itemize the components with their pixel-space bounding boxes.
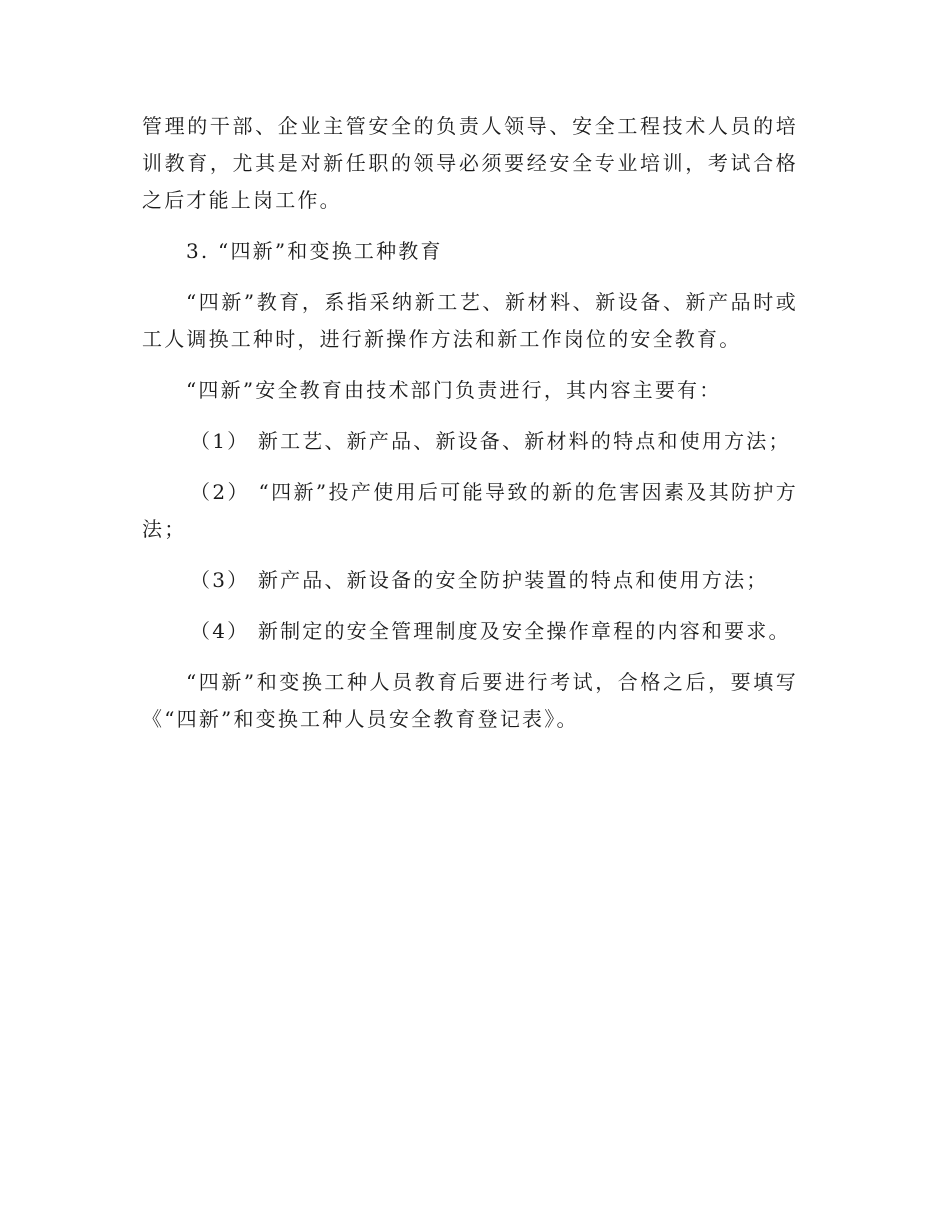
list-item-2: （2） “四新”投产使用后可能导致的新的危害因素及其防护方法； xyxy=(142,480,798,541)
paragraph-training-continuation: 管理的干部、企业主管安全的负责人领导、安全工程技术人员的培训教育，尤其是对新任职的领导必须要经安全专业培训，考试合格之后才能上岗工作。 xyxy=(142,114,798,212)
paragraph-four-new-content-intro: “四新”安全教育由技术部门负责进行，其内容主要有： xyxy=(186,378,722,402)
list-item-3: （3） 新产品、新设备的安全防护装置的特点和使用方法； xyxy=(190,568,769,592)
list-item-4: （4） 新制定的安全管理制度及安全操作章程的内容和要求。 xyxy=(190,619,791,643)
section-heading-four-new: 3. “四新”和变换工种教育 xyxy=(186,239,443,263)
paragraph-exam-registration: “四新”和变换工种人员教育后要进行考试，合格之后，要填写《“四新”和变换工种人员安全教育登记表》。 xyxy=(142,670,798,731)
document-body xyxy=(142,108,798,752)
list-item-1: （1） 新工艺、新产品、新设备、新材料的特点和使用方法； xyxy=(190,429,791,453)
paragraph-four-new-definition: “四新”教育，系指采纳新工艺、新材料、新设备、新产品时或工人调换工种时，进行新操作方法和新工作岗位的安全教育。 xyxy=(142,290,798,351)
